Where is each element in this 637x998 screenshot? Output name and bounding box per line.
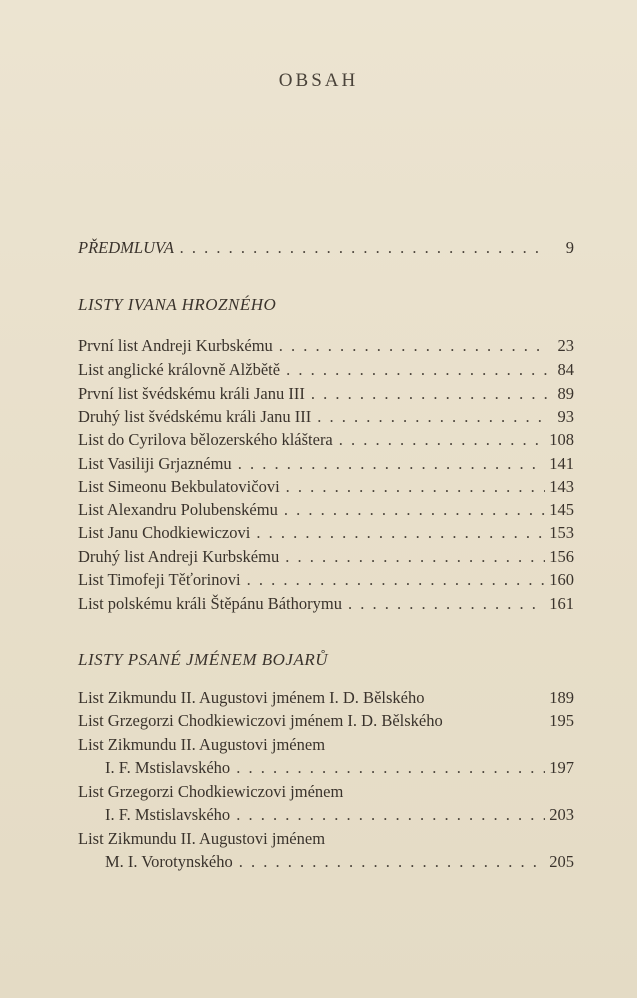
dot-leader (286, 475, 546, 499)
dot-leader (256, 521, 545, 545)
toc-page-number: 156 (549, 547, 574, 566)
toc-page-number: 108 (549, 430, 574, 449)
toc-entry-label: Druhý list švédskému králi Janu III (78, 407, 312, 426)
toc-entry (78, 521, 574, 545)
toc-page-number: 141 (549, 454, 574, 473)
toc-entry-label: I. F. Mstislavského (105, 805, 231, 824)
toc-entry (78, 568, 574, 592)
toc-entry-label: List Vasiliji Grjaznému (78, 454, 232, 473)
page-title: OBSAH (278, 70, 359, 91)
toc-page-number: 195 (549, 711, 574, 730)
dot-leader (238, 452, 546, 476)
toc-entry (78, 686, 574, 710)
section-heading: LISTY PSANÉ JMÉNEM BOJARŮ (78, 650, 328, 669)
toc-page-number: 153 (549, 523, 574, 542)
toc-entry-label: List Janu Chodkiewiczovi (78, 523, 251, 542)
toc-entry-label: List Zikmundu II. Augustovi jménem (78, 829, 326, 848)
dot-leader (286, 358, 548, 382)
toc-entry-label: List do Cyrilova bělozerského kláštera (78, 430, 333, 449)
toc-entry-label: M. I. Vorotynského (105, 852, 233, 871)
toc-entry (78, 428, 574, 452)
toc-page-number: 143 (549, 477, 574, 496)
toc-page-number: 161 (549, 594, 574, 613)
dot-leader (317, 405, 548, 429)
toc-entry (78, 827, 574, 851)
toc-entry (78, 592, 574, 616)
dot-leader (180, 236, 548, 260)
toc-entry-label: PŘEDMLUVA (78, 238, 174, 257)
toc-page-number: 197 (549, 758, 574, 777)
toc-entry-continuation (105, 850, 574, 874)
dot-leader (339, 428, 545, 452)
toc-entry-label: List Grzegorzi Chodkiewiczovi jménem I. D. Bělského (78, 711, 443, 730)
toc-entry (78, 334, 574, 358)
toc-page-number: 189 (549, 688, 574, 707)
toc-page-number: 205 (549, 852, 574, 871)
toc-entry-label: List anglické královně Alžbětě (78, 360, 281, 379)
dot-leader (236, 756, 545, 780)
toc-entry-label: List polskému králi Štěpánu Báthorymu (78, 594, 342, 613)
toc-entry-label: První list Andreji Kurbskému (78, 336, 273, 355)
toc-entry (78, 545, 574, 569)
toc-entry-label: Druhý list Andreji Kurbskému (78, 547, 280, 566)
toc-entry-label: List Timofeji Těťorinovi (78, 570, 241, 589)
dot-leader (239, 850, 546, 874)
dot-leader (311, 382, 548, 406)
dot-leader (236, 803, 545, 827)
toc-entry (78, 498, 574, 522)
toc-entry-label: List Zikmundu II. Augustovi jménem I. D. Bělského (78, 688, 425, 707)
toc-entry-label: První list švédskému králi Janu III (78, 384, 305, 403)
toc-entry (78, 780, 574, 804)
dot-leader (348, 592, 545, 616)
toc-page-number: 160 (549, 570, 574, 589)
toc-entry-label: List Zikmundu II. Augustovi jménem (78, 735, 326, 754)
dot-leader (284, 498, 545, 522)
toc-entry (78, 709, 574, 733)
toc-page-number: 9 (565, 238, 574, 257)
toc-page-number: 23 (557, 336, 574, 355)
dot-leader (247, 568, 546, 592)
toc-page-number: 89 (557, 384, 574, 403)
toc-entry (78, 405, 574, 429)
toc-page-number: 203 (549, 805, 574, 824)
toc-entry (78, 452, 574, 476)
toc-entry-label: List Grzegorzi Chodkiewiczovi jménem (78, 782, 344, 801)
dot-leader (279, 334, 548, 358)
toc-page-number: 93 (557, 407, 574, 426)
toc-entry (78, 475, 574, 499)
toc-page-number: 84 (557, 360, 574, 379)
toc-entry-continuation (105, 803, 574, 827)
section-heading: LISTY IVANA HROZNÉHO (78, 295, 277, 314)
toc-entry (78, 358, 574, 382)
dot-leader (285, 545, 545, 569)
toc-entry-label: I. F. Mstislavského (105, 758, 231, 777)
toc-entry (78, 382, 574, 406)
toc-entry-continuation (105, 756, 574, 780)
toc-page-number: 145 (549, 500, 574, 519)
toc-entry-label: List Alexandru Polubenskému (78, 500, 278, 519)
toc-entry-preface (78, 236, 574, 260)
toc-entry-label: List Simeonu Bekbulatovičovi (78, 477, 280, 496)
toc-entry (78, 733, 574, 757)
